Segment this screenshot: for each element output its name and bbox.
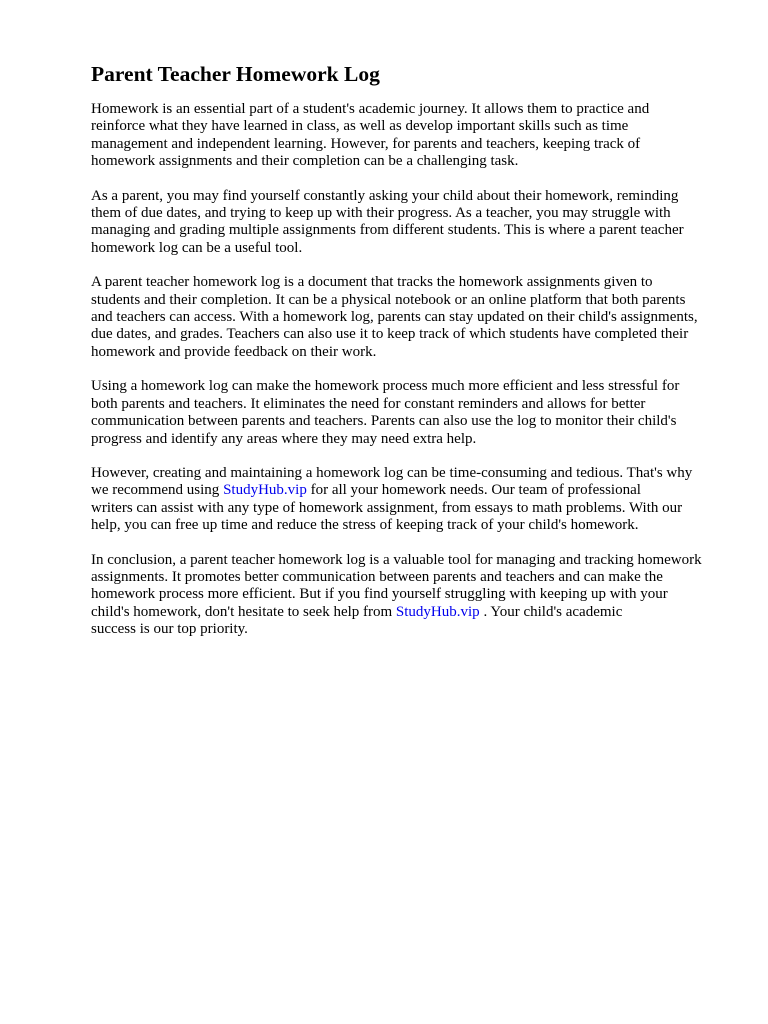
paragraph-intro: Homework is an essential part of a student's academic journey. It allows them to practice and reinforce what they have learned in class, as well as develop important skills such as time management and independent learning. However, for parents and teachers, keeping track of homework assignments and their completion can be a challenging task. — [91, 101, 650, 170]
studyhub-link-conclusion[interactable]: StudyHub.vip — [395, 603, 480, 620]
paragraph-parent-teacher: As a parent, you may find yourself constantly asking your child about their homework, reminding them of due dates, and trying to keep up with their progress. As a teacher, you may struggle with managing and grading multiple assignments from different students. This is where a parent teacher homework log can be a useful tool. — [91, 187, 684, 256]
paragraph-recommendation-text-after: for all your homework needs. Our team of professional writers can assist with any type of homework assignment, from essays to math problems. With our help, you can free up time and reduce the stress of keeping track of your child's homework. — [91, 482, 683, 534]
paragraph-conclusion-text-after: . Your child's academic success is our top priority. — [91, 603, 623, 638]
paragraph-definition: A parent teacher homework log is a document that tracks the homework assignments given to students and their completion. It can be a physical notebook or an online platform that both parents and teachers can access. With a homework log, parents can stay updated on their child's assignments, due dates, and grades. Teachers can also use it to keep track of which students have completed their homework and provide feedback on their work. — [91, 274, 698, 360]
document-title: Parent Teacher Homework Log — [91, 62, 380, 86]
paragraph-recommendation-text-before: However, creating and maintaining a homework log can be time-consuming and tedious. That's why we recommend using — [91, 464, 693, 499]
paragraph-recommendation — [91, 465, 731, 535]
paragraph-benefits: Using a homework log can make the homework process much more efficient and less stressful for both parents and teachers. It eliminates the need for constant reminders and allows for better communication between parents and teachers. Parents can also use the log to monitor their child's progress and identify any areas where they may need extra help. — [91, 378, 680, 447]
studyhub-link[interactable]: StudyHub.vip — [223, 482, 307, 499]
paragraph-conclusion — [91, 552, 731, 639]
paragraph-conclusion-text-before: In conclusion, a parent teacher homework log is a valuable tool for managing and tracking homework assignments. It promotes better communication between parents and teachers and can make the homework process more efficient. But if you find yourself struggling with keeping up with your child's homework, don't hesitate to seek help from — [91, 551, 702, 620]
document-page — [91, 59, 731, 656]
